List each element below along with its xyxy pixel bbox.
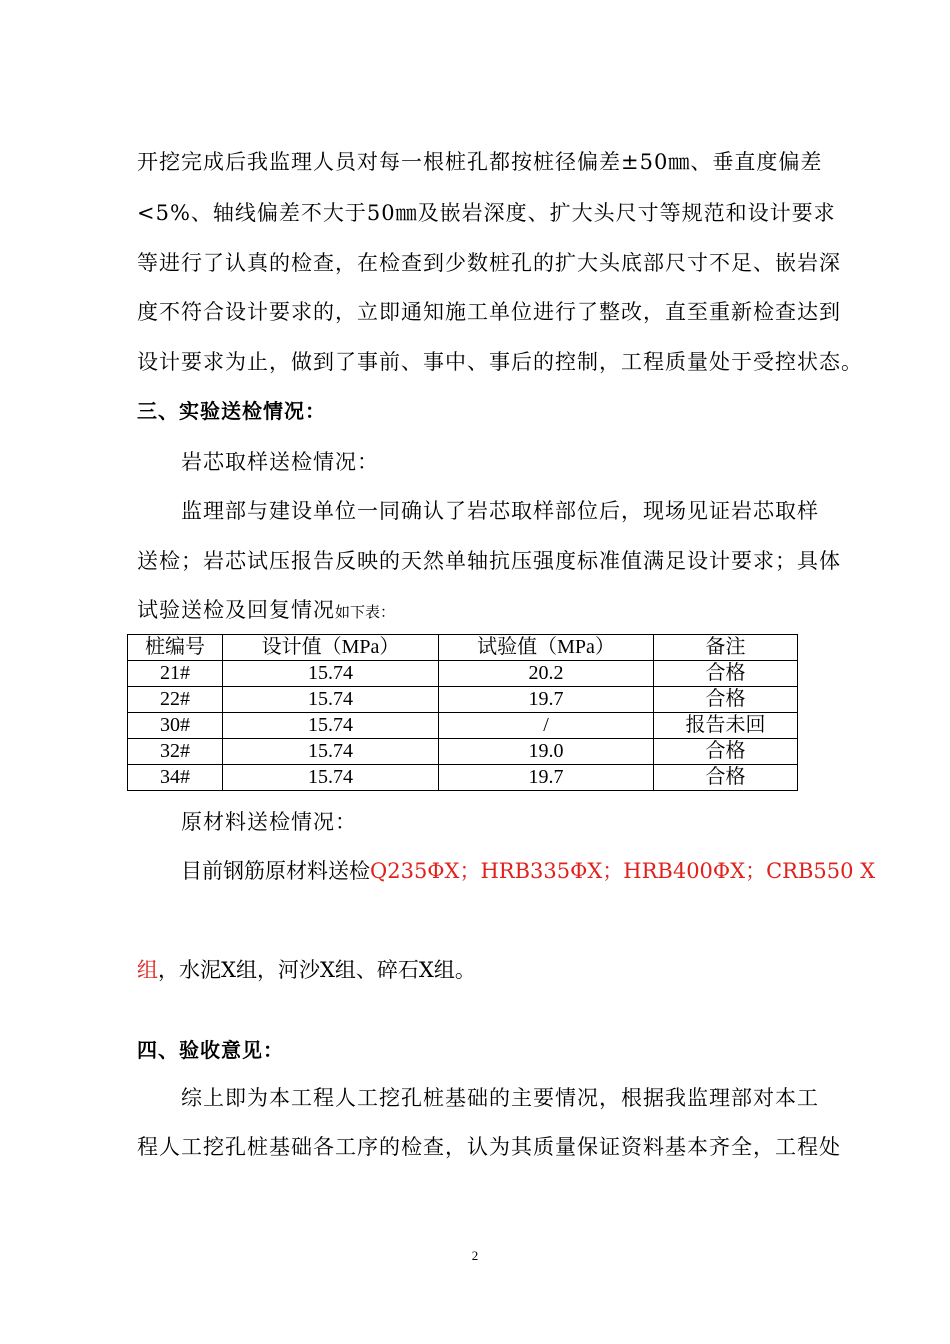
cell-design-value: 15.74 <box>223 739 439 765</box>
cell-remark: 合格 <box>654 739 798 765</box>
header-pile-no: 桩编号 <box>128 635 223 661</box>
cell-design-value: 15.74 <box>223 713 439 739</box>
core-sample-title: 岩芯取样送检情况： <box>181 450 379 474</box>
raw-material-line-2 <box>137 956 476 984</box>
core-paragraph-line-3 <box>137 596 395 626</box>
raw-material-steel-list: Q235ΦX；HRB335ΦX；HRB400ΦX；CRB550 X <box>370 859 876 883</box>
cell-remark: 合格 <box>654 687 798 713</box>
cell-pile-no: 34# <box>128 765 223 791</box>
inspection-line-5: 设计要求为止，做到了事前、事中、事后的控制，工程质量处于受控状态。 <box>137 350 863 374</box>
raw-material-line-2-text: ，水泥X组，河沙X组、碎石X组。 <box>158 958 476 982</box>
acceptance-line-2: 程人工挖孔桩基础各工序的检查，认为其质量保证资料基本齐全，工程处 <box>137 1135 841 1159</box>
cell-pile-no: 21# <box>128 661 223 687</box>
table-row <box>128 765 798 791</box>
section3-heading: 三、实验送检情况： <box>137 399 326 423</box>
acceptance-line-1: 综上即为本工程人工挖孔桩基础的主要情况，根据我监理部对本工 <box>181 1086 819 1110</box>
table-row <box>128 739 798 765</box>
inspection-line-2: <5%、轴线偏差不大于50㎜及嵌岩深度、扩大头尺寸等规范和设计要求 <box>137 201 836 225</box>
core-paragraph-line-2: 送检；岩芯试压报告反映的天然单轴抗压强度标准值满足设计要求；具体 <box>137 549 841 573</box>
cell-pile-no: 30# <box>128 713 223 739</box>
cell-pile-no: 32# <box>128 739 223 765</box>
raw-material-title: 原材料送检情况： <box>181 810 357 834</box>
cell-design-value: 15.74 <box>223 687 439 713</box>
core-paragraph-line-1: 监理部与建设单位一同确认了岩芯取样部位后，现场见证岩芯取样 <box>181 499 819 523</box>
inspection-line-4: 度不符合设计要求的，立即通知施工单位进行了整改，直至重新检查达到 <box>137 300 841 324</box>
header-test-value: 试验值（MPa） <box>439 635 654 661</box>
cell-test-value: 19.7 <box>439 687 654 713</box>
cell-remark: 合格 <box>654 661 798 687</box>
section4-heading: 四、验收意见： <box>137 1038 284 1062</box>
core-last-line-small: 如下表： <box>335 603 396 621</box>
table-row <box>128 713 798 739</box>
raw-material-line-1-text: 目前钢筋原材料送检 <box>181 859 370 883</box>
raw-material-group-word: 组 <box>137 958 158 982</box>
cell-design-value: 15.74 <box>223 765 439 791</box>
inspection-line-1: 开挖完成后我监理人员对每一根桩孔都按桩径偏差±50㎜、垂直度偏差 <box>137 150 823 174</box>
header-design-value: 设计值（MPa） <box>223 635 439 661</box>
raw-material-line-1 <box>181 857 875 885</box>
inspection-line-3: 等进行了认真的检查，在检查到少数桩孔的扩大头底部尺寸不足、嵌岩深 <box>137 251 841 275</box>
page-number: 2 <box>471 1248 479 1263</box>
core-last-line: 试验送检及回复情况 <box>137 598 335 622</box>
cell-test-value: 19.7 <box>439 765 654 791</box>
header-remark: 备注 <box>654 635 798 661</box>
table-row <box>128 661 798 687</box>
core-test-table <box>127 634 798 791</box>
cell-remark: 合格 <box>654 765 798 791</box>
table-header-row <box>128 635 798 661</box>
cell-test-value: / <box>439 713 654 739</box>
cell-test-value: 19.0 <box>439 739 654 765</box>
cell-design-value: 15.74 <box>223 661 439 687</box>
cell-remark: 报告未回 <box>654 713 798 739</box>
cell-pile-no: 22# <box>128 687 223 713</box>
cell-test-value: 20.2 <box>439 661 654 687</box>
table-row <box>128 687 798 713</box>
